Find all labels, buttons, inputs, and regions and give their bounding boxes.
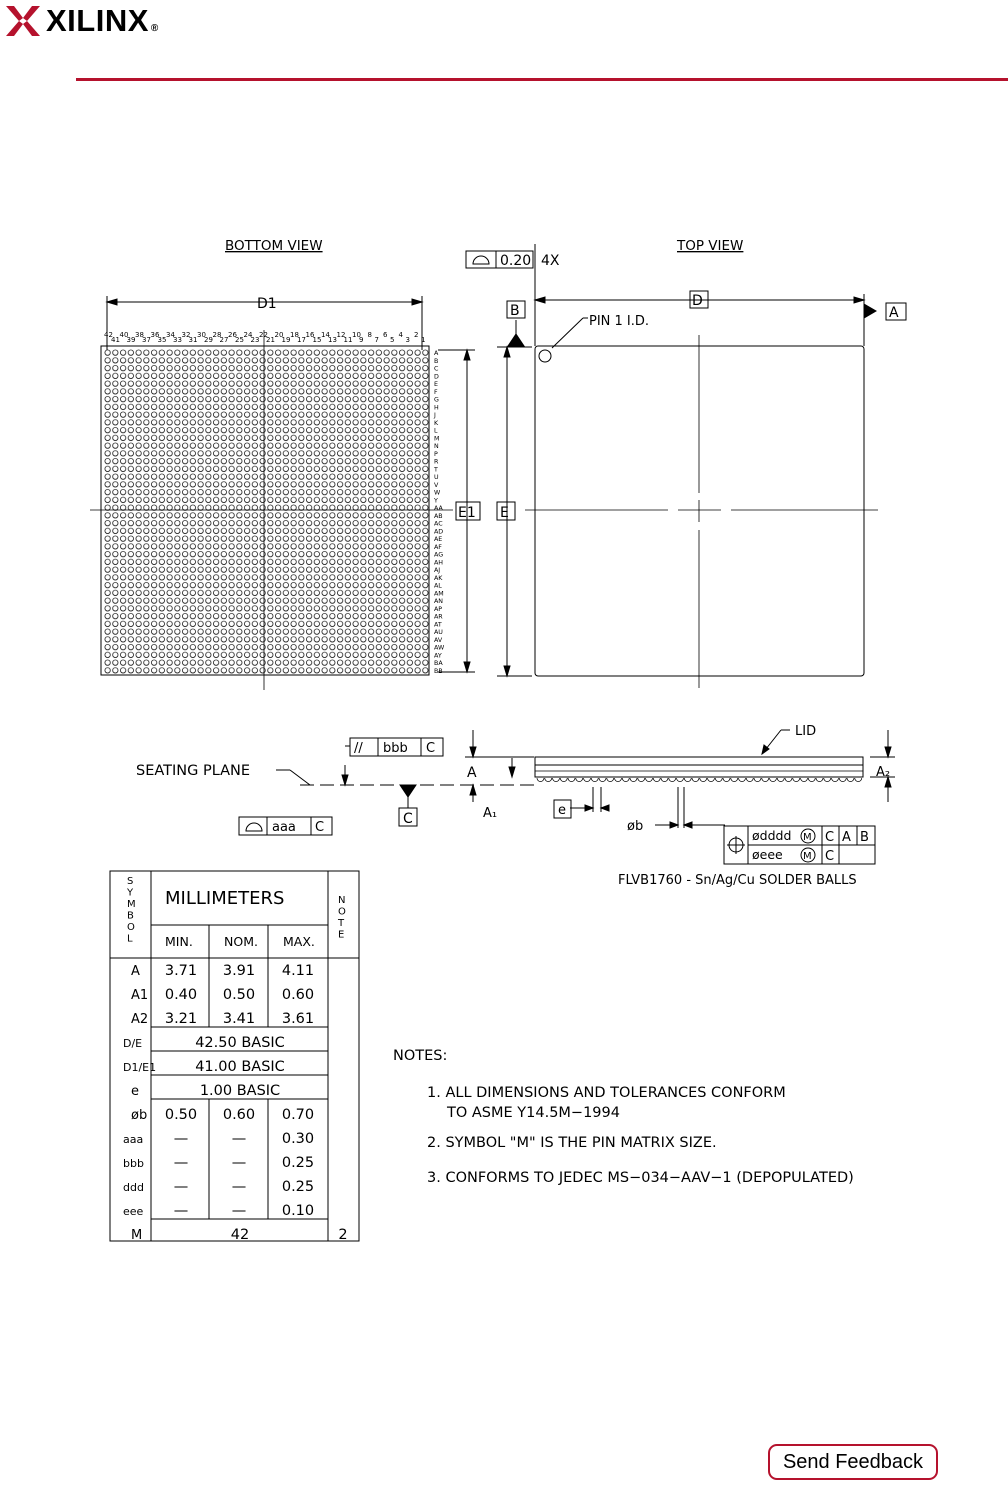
side-ball (824, 778, 831, 782)
column-number: 11 (343, 336, 353, 344)
top-view-outline (535, 346, 864, 676)
symbol-header (126, 876, 136, 945)
column-number: 35 (157, 336, 167, 344)
side-ball (739, 778, 746, 782)
column-number: 20 (274, 331, 284, 339)
side-ball (646, 778, 653, 782)
row-symbol: A1 (131, 988, 149, 1003)
row-symbol: M (131, 1228, 143, 1243)
fcf-parallel-datum: C (426, 741, 436, 756)
row-max: 4.11 (281, 963, 315, 979)
row-span-value: 41.00 BASIC (195, 1059, 285, 1075)
column-number: 39 (126, 336, 136, 344)
column-number: 4 (398, 331, 403, 339)
row-nom: — (231, 1155, 247, 1171)
dim-e-pitch: e (558, 803, 566, 818)
symbol-header-letter: S (127, 876, 134, 887)
row-letter: AT (434, 621, 442, 629)
row-letter: BA (434, 660, 443, 667)
row-max: 0.60 (281, 987, 315, 1003)
col-max: MAX. (283, 934, 315, 949)
side-ball (630, 778, 637, 782)
solder-ball-array (104, 349, 429, 674)
symbol-header-letter: L (127, 933, 133, 945)
side-ball (607, 778, 614, 782)
column-number: 42 (104, 331, 113, 339)
column-number: 23 (250, 336, 260, 344)
side-ball (839, 778, 846, 782)
lid-outline (535, 757, 863, 765)
side-ball (638, 778, 645, 782)
side-ball (622, 778, 629, 782)
datum-e1: E1 (458, 505, 476, 521)
column-number: 14 (321, 331, 330, 339)
row-min: — (173, 1131, 189, 1147)
side-ball (692, 778, 699, 782)
row-letter: AH (434, 559, 444, 567)
side-ball (801, 778, 808, 782)
row-symbol: eee (123, 1205, 144, 1218)
side-ball (746, 778, 753, 782)
fcf-pos2-tol: øeee (752, 847, 783, 862)
row-letter: AN (434, 598, 444, 605)
row-symbol: øb (131, 1108, 148, 1123)
side-ball (731, 778, 738, 782)
dim-a: A (467, 765, 477, 781)
column-number: 12 (336, 331, 346, 339)
symbol-header-letter: M (127, 899, 136, 910)
row-letter: B (434, 357, 439, 365)
dimension-rows (123, 963, 348, 1243)
side-ball (537, 778, 544, 782)
row-letter: C (434, 365, 439, 373)
side-ball (615, 778, 622, 782)
row-max: 0.70 (281, 1107, 315, 1123)
row-letter: T (434, 466, 438, 474)
fcf-parallel-sym: // (354, 741, 363, 756)
row-min: — (173, 1203, 189, 1219)
datum-e: E (500, 505, 509, 521)
row-max: 0.25 (281, 1179, 315, 1195)
side-ball (677, 778, 684, 782)
row-letter: U (434, 474, 439, 481)
row-min: 0.50 (164, 1107, 198, 1123)
datum-b: B (510, 303, 520, 319)
side-ball (762, 778, 769, 782)
row-letter: L (434, 427, 438, 435)
symbol-header-letter: Y (127, 887, 134, 899)
side-ball (754, 778, 761, 782)
column-number: 34 (166, 331, 175, 339)
row-max: 0.25 (281, 1155, 315, 1171)
row-letter: AU (434, 629, 443, 636)
column-number: 22 (259, 331, 268, 339)
datum-c: C (403, 811, 413, 827)
fcf-profile-tol: aaa (272, 820, 296, 835)
row-letter: AJ (434, 567, 441, 574)
row-letter: AP (434, 605, 443, 613)
row-letter: BB (434, 667, 443, 675)
column-number: 36 (150, 331, 160, 339)
row-nom: — (231, 1203, 247, 1219)
column-number: 32 (181, 331, 191, 339)
fcf-parallel-tol: bbb (383, 741, 408, 756)
fcf-pos-c: C (825, 830, 835, 845)
column-number: 21 (266, 336, 275, 344)
side-ball (653, 778, 660, 782)
side-ball (785, 778, 792, 782)
row-symbol: D/E (123, 1037, 143, 1050)
side-ball (847, 778, 854, 782)
column-number: 28 (212, 331, 222, 339)
column-number: 3 (405, 336, 410, 344)
row-letter: AY (434, 652, 442, 660)
row-letter: H (434, 404, 439, 412)
dim-b: øb (627, 819, 644, 834)
fcf-pos-m: M (803, 832, 812, 843)
row-max: 0.10 (281, 1203, 315, 1219)
row-letter: M (434, 435, 440, 443)
row-nom: — (231, 1131, 247, 1147)
note-3: 3. CONFORMS TO JEDEC MS−034−AAV−1 (DEPOPULATED) (427, 1170, 854, 1186)
column-number: 31 (188, 336, 198, 344)
column-number: 1 (421, 336, 426, 344)
row-min: 3.71 (164, 963, 198, 979)
side-ball (591, 778, 598, 782)
fcf-pos2-c: C (825, 849, 835, 864)
column-number: 29 (204, 336, 213, 344)
side-ball (584, 778, 591, 782)
side-ball (777, 778, 784, 782)
row-span-value: 42.50 BASIC (195, 1035, 285, 1051)
row-nom: 0.60 (222, 1107, 256, 1123)
flatness-count: 4X (541, 253, 560, 269)
row-letter: AC (434, 520, 443, 528)
row-max: 3.61 (281, 1011, 315, 1027)
column-number: 41 (111, 336, 120, 344)
column-number: 9 (359, 336, 364, 344)
row-span-value: 1.00 BASIC (199, 1083, 281, 1099)
column-numbers (104, 331, 425, 344)
row-letter: A (434, 350, 439, 357)
units-header: MILLIMETERS (165, 888, 285, 909)
column-number: 5 (390, 336, 395, 344)
row-span-value: 42 (230, 1227, 250, 1243)
column-number: 33 (173, 336, 182, 344)
row-letter: J (434, 412, 436, 419)
note-header-letter: E (338, 929, 345, 941)
fcf-pos2-m: M (803, 851, 812, 862)
dim-a2: A₂ (876, 765, 891, 780)
row-note: 2 (338, 1227, 348, 1243)
col-min: MIN. (165, 934, 193, 949)
column-number: 24 (243, 331, 253, 339)
column-number: 27 (219, 336, 229, 344)
row-letter: AM (434, 590, 444, 598)
side-ball (568, 778, 575, 782)
row-letter: R (434, 458, 439, 466)
row-letter: N (434, 443, 439, 450)
column-number: 37 (142, 336, 151, 344)
row-letters (433, 350, 445, 675)
side-ball (684, 778, 691, 782)
fcf-pos-b: B (860, 830, 869, 845)
fcf-pos-a: A (842, 830, 851, 845)
side-ball (808, 778, 815, 782)
row-letter: AW (434, 644, 445, 652)
row-letter: AL (434, 582, 442, 590)
column-number: 10 (352, 331, 361, 339)
flatness-value: 0.20 (500, 253, 532, 269)
row-letter: AG (434, 551, 444, 559)
column-number: 18 (290, 331, 299, 339)
row-letter: AA (434, 505, 443, 512)
fcf-pos-tol: ødddd (752, 828, 792, 843)
row-letter: AE (434, 536, 443, 543)
column-number: 30 (197, 331, 206, 339)
row-letter: AB (434, 512, 443, 520)
row-letter: E (434, 381, 438, 388)
side-ball (560, 778, 567, 782)
row-letter: G (434, 396, 439, 404)
side-ball (700, 778, 707, 782)
column-number: 38 (135, 331, 144, 339)
row-symbol: bbb (123, 1157, 144, 1170)
lid-label: LID (795, 724, 817, 739)
row-min: — (173, 1155, 189, 1171)
row-symbol: D1/E1 (123, 1061, 157, 1074)
side-ball (553, 778, 560, 782)
row-symbol: e (131, 1084, 139, 1099)
row-nom: 3.91 (222, 963, 256, 979)
row-min: 0.40 (164, 987, 198, 1003)
row-letter: V (434, 481, 439, 489)
column-number: 19 (281, 336, 291, 344)
side-ball (576, 778, 583, 782)
dim-a1: A₁ (483, 806, 498, 821)
note-1-line-2: TO ASME Y14.5M−1994 (447, 1105, 620, 1121)
brand-name: XILINX (46, 3, 149, 38)
row-letter: D (434, 373, 439, 381)
datum-a: A (889, 305, 899, 321)
row-letter: F (434, 388, 438, 396)
row-letter: AD (434, 528, 444, 536)
row-nom: 3.41 (222, 1011, 256, 1027)
side-ball (715, 778, 722, 782)
row-nom: — (231, 1179, 247, 1195)
column-number: 7 (374, 336, 379, 344)
row-min: — (173, 1179, 189, 1195)
side-ball (661, 778, 668, 782)
row-letter: AV (434, 636, 443, 644)
top-view-title: TOP VIEW (677, 238, 744, 254)
side-ball (545, 778, 552, 782)
side-ball (669, 778, 676, 782)
row-symbol: A (131, 964, 140, 979)
column-number: 6 (383, 331, 388, 339)
side-ball (723, 778, 730, 782)
solder-ball-label: FLVB1760 - Sn/Ag/Cu SOLDER BALLS (618, 873, 857, 888)
send-feedback-button[interactable]: Send Feedback (768, 1444, 938, 1480)
column-number: 15 (312, 336, 322, 344)
fcf-profile-datum: C (315, 820, 325, 835)
row-letter: Y (434, 497, 438, 505)
note-header-letter: O (338, 906, 346, 918)
side-ball (855, 778, 862, 782)
column-number: 16 (305, 331, 315, 339)
row-symbol: aaa (123, 1133, 144, 1146)
row-letter: K (434, 419, 439, 427)
side-view-balls (537, 778, 862, 782)
note-header (337, 895, 346, 941)
side-ball (816, 778, 823, 782)
note-header-letter: N (338, 895, 346, 906)
side-ball (599, 778, 606, 782)
note-header-letter: T (338, 918, 345, 929)
bottom-view-title: BOTTOM VIEW (225, 238, 323, 254)
datum-d: D (692, 293, 703, 309)
symbol-header-letter: O (127, 922, 135, 933)
side-ball (793, 778, 800, 782)
row-letter: AR (434, 613, 443, 621)
row-nom: 0.50 (222, 987, 256, 1003)
row-letter: AF (434, 543, 442, 551)
row-max: 0.30 (281, 1131, 315, 1147)
row-symbol: ddd (123, 1181, 144, 1194)
column-number: 2 (414, 331, 419, 339)
datum-d1: D1 (257, 296, 277, 312)
column-number: 13 (328, 336, 337, 344)
column-number: 40 (119, 331, 129, 339)
side-ball (708, 778, 715, 782)
column-number: 26 (228, 331, 237, 339)
row-letter: W (434, 489, 441, 497)
column-number: 8 (367, 331, 372, 339)
notes-title: NOTES: (393, 1048, 448, 1064)
row-min: 3.21 (164, 1011, 198, 1027)
registered-mark: ® (150, 23, 159, 34)
col-nom: NOM. (224, 934, 258, 949)
column-number: 25 (235, 336, 244, 344)
pin1-label: PIN 1 I.D. (589, 314, 650, 329)
side-ball (832, 778, 839, 782)
column-number: 17 (297, 336, 306, 344)
symbol-header-letter: B (127, 910, 134, 922)
row-letter: P (434, 450, 438, 458)
row-symbol: A2 (131, 1012, 149, 1027)
seating-plane-label: SEATING PLANE (136, 763, 251, 779)
side-ball (770, 778, 777, 782)
note-1-line-1: 1. ALL DIMENSIONS AND TOLERANCES CONFORM (427, 1085, 786, 1101)
row-letter: AK (434, 574, 443, 582)
note-2: 2. SYMBOL "M" IS THE PIN MATRIX SIZE. (427, 1135, 717, 1151)
